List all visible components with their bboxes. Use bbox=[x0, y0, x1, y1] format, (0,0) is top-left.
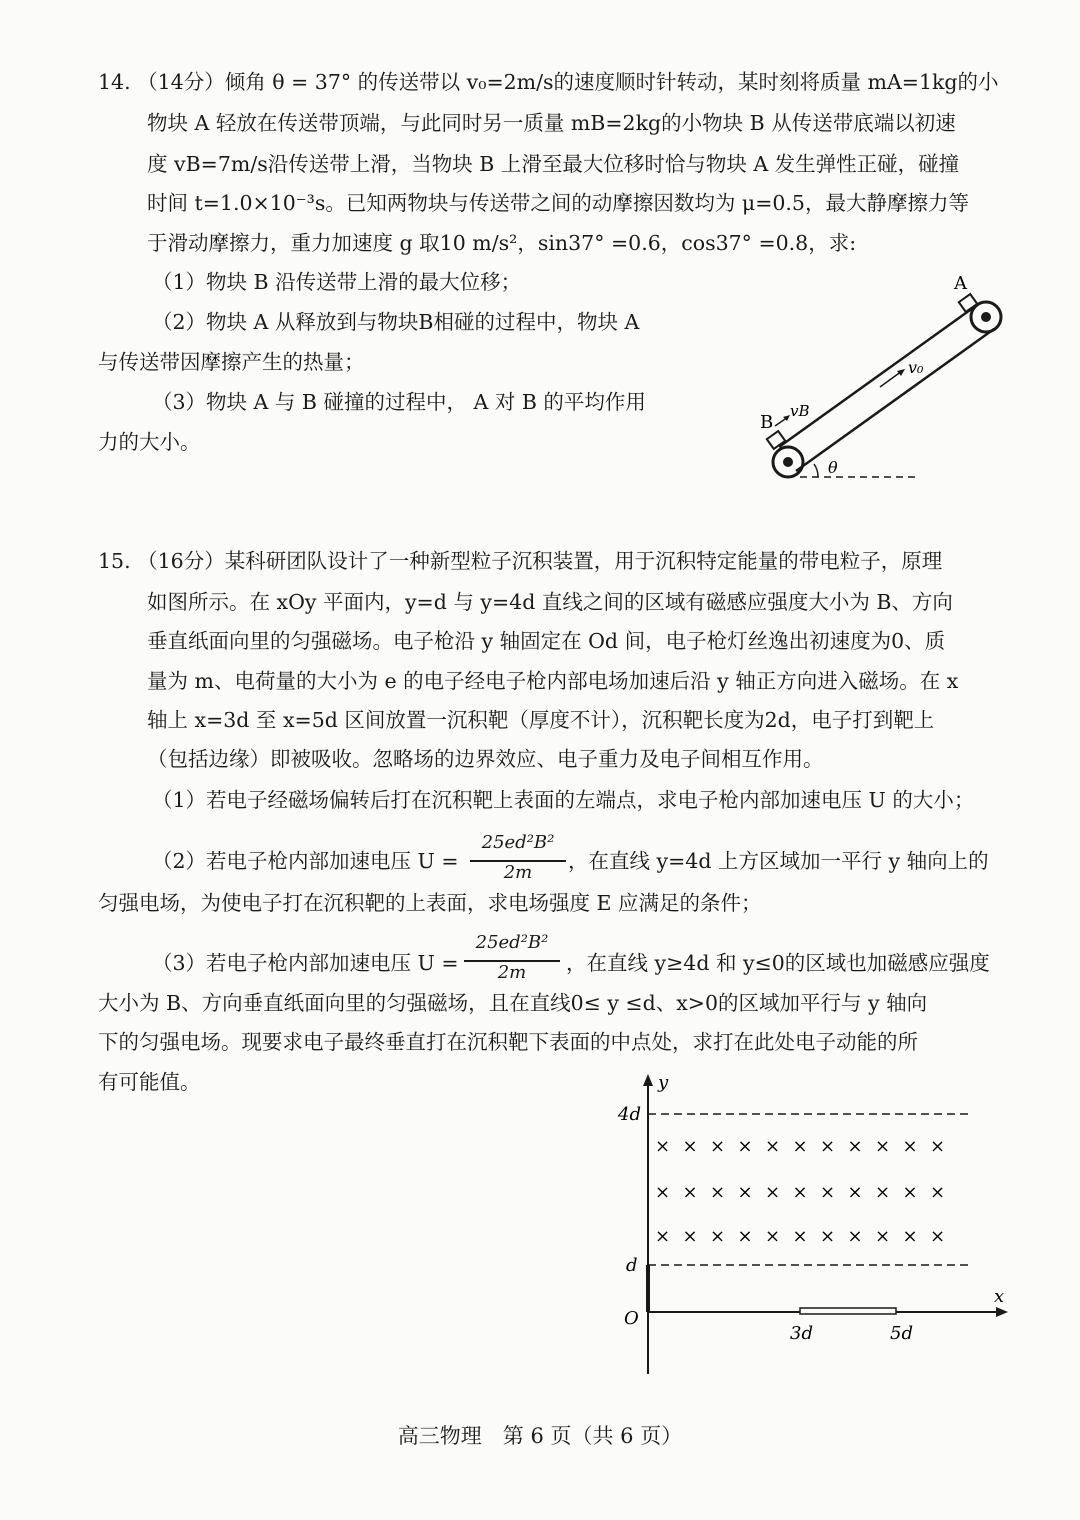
q15-sub-3b: 大小为 B、方向垂直纸面向里的匀强磁场，且在直线0≤ y ≤d、x>0的区域加平行与 y 轴向 bbox=[98, 991, 928, 1015]
field-x-symbol: × bbox=[765, 1182, 781, 1203]
v0-arrow-head bbox=[897, 369, 905, 376]
field-x-symbol: × bbox=[820, 1182, 836, 1203]
q14-sub-3a: （3）物块 A 与 B 碰撞的过程中， A 对 B 的平均作用 bbox=[152, 390, 646, 414]
field-x-symbol: × bbox=[820, 1226, 836, 1247]
magnetic-field-symbols bbox=[655, 1136, 945, 1247]
q14-sub-2a: （2）物块 A 从释放到与物块B相碰的过程中，物块 A bbox=[152, 310, 640, 334]
page-footer: 高三物理 第 6 页（共 6 页） bbox=[397, 1424, 683, 1448]
field-x-symbol: × bbox=[682, 1136, 698, 1157]
q15-line-1: 15. （16分）某科研团队设计了一种新型粒子沉积装置，用于沉积特定能量的带电粒子，原理 bbox=[98, 549, 943, 573]
field-x-symbol: × bbox=[655, 1182, 671, 1203]
q14-sub-2b: 与传送带因摩擦产生的热量； bbox=[98, 350, 365, 374]
label-y: y bbox=[658, 1072, 669, 1093]
field-x-symbol: × bbox=[902, 1182, 918, 1203]
field-x-symbol: × bbox=[737, 1226, 753, 1247]
field-x-symbol: × bbox=[710, 1182, 726, 1203]
q15-sub-3-suffix: ，在直线 y≥4d 和 y≤0的区域也加磁感应强度 bbox=[566, 951, 990, 975]
field-x-symbol: × bbox=[847, 1226, 863, 1247]
field-x-symbol: × bbox=[655, 1136, 671, 1157]
q14-line-1: 14. （14分）倾角 θ = 37° 的传送带以 v₀=2m/s的速度顺时针转动，某时刻将质量 mA=1kg的小 bbox=[98, 70, 999, 94]
q15-line-3: 垂直纸面向里的匀强磁场。电子枪沿 y 轴固定在 Od 间，电子枪灯丝逸出初速度为0、质 bbox=[147, 629, 946, 653]
q14-sub-3b: 力的大小。 bbox=[98, 430, 201, 454]
label-3d: 3d bbox=[790, 1323, 813, 1344]
field-x-symbol: × bbox=[902, 1226, 918, 1247]
field-x-symbol: × bbox=[792, 1136, 808, 1157]
field-x-symbol: × bbox=[847, 1136, 863, 1157]
q14-line-3: 度 vB=7m/s沿传送带上滑，当物块 B 上滑至最大位移时恰与物块 A 发生弹性正碰，碰撞 bbox=[147, 152, 960, 176]
deposition-target bbox=[800, 1308, 896, 1314]
field-x-symbol: × bbox=[792, 1226, 808, 1247]
q15-line-4: 量为 m、电荷量的大小为 e 的电子经电子枪内部电场加速后沿 y 轴正方向进入磁场。在 x bbox=[147, 669, 959, 693]
field-x-symbol: × bbox=[930, 1136, 946, 1157]
block-b bbox=[767, 431, 785, 449]
field-x-symbol: × bbox=[710, 1136, 726, 1157]
label-d: d bbox=[626, 1255, 638, 1276]
q15-sub-1: （1）若电子经磁场偏转后打在沉积靶上表面的左端点，求电子枪内部加速电压 U 的大小； bbox=[152, 788, 975, 812]
field-diagram bbox=[600, 1068, 1020, 1388]
field-x-symbol: × bbox=[875, 1136, 891, 1157]
label-theta: θ bbox=[828, 458, 838, 477]
q15-sub-2-suffix: ，在直线 y=4d 上方区域加一平行 y 轴向上的 bbox=[568, 849, 989, 873]
q14-line-4: 时间 t=1.0×10⁻³s。已知两物块与传送带之间的动摩擦因数均为 μ=0.5，最大静摩擦力等 bbox=[147, 191, 969, 215]
sub3-fraction-numerator: 25ed²B² bbox=[475, 932, 549, 953]
q15-line-5: 轴上 x=3d 至 x=5d 区间放置一沉积靶（厚度不计），沉积靶长度为2d，电子打到靶上 bbox=[147, 708, 935, 732]
field-x-symbol: × bbox=[875, 1226, 891, 1247]
q15-sub-2-prefix: （2）若电子枪内部加速电压 U = bbox=[152, 849, 459, 873]
bottom-pulley bbox=[773, 447, 803, 477]
field-x-symbol: × bbox=[847, 1182, 863, 1203]
field-x-symbol: × bbox=[930, 1226, 946, 1247]
label-a: A bbox=[954, 273, 967, 294]
sub3-fraction-denominator: 2m bbox=[497, 962, 527, 983]
label-4d: 4d bbox=[618, 1104, 641, 1125]
field-x-symbol: × bbox=[737, 1182, 753, 1203]
label-origin: O bbox=[624, 1308, 639, 1329]
field-x-symbol: × bbox=[682, 1226, 698, 1247]
label-vb: vB bbox=[790, 402, 810, 420]
q14-sub-1: （1）物块 B 沿传送带上滑的最大位移； bbox=[152, 270, 522, 294]
sub2-fraction-denominator: 2m bbox=[503, 862, 533, 883]
q15-line-6: （包括边缘）即被吸收。忽略场的边界效应、电子重力及电子间相互作用。 bbox=[147, 747, 824, 771]
field-x-symbol: × bbox=[820, 1136, 836, 1157]
field-x-symbol: × bbox=[765, 1226, 781, 1247]
angle-arc bbox=[814, 464, 818, 477]
field-x-symbol: × bbox=[710, 1226, 726, 1247]
x-axis-arrow bbox=[996, 1307, 1008, 1317]
belt bbox=[779, 305, 994, 471]
field-x-symbol: × bbox=[930, 1182, 946, 1203]
electron-gun bbox=[646, 1265, 650, 1312]
label-v0: v₀ bbox=[908, 358, 924, 377]
label-x: x bbox=[994, 1286, 1005, 1307]
top-pulley bbox=[971, 302, 1001, 332]
conveyor-diagram bbox=[750, 270, 1030, 490]
q15-line-2: 如图所示。在 xOy 平面内，y=d 与 y=4d 直线之间的区域有磁感应强度大小为 B、方向 bbox=[147, 590, 953, 614]
q15-sub-2b: 匀强电场，为使电子打在沉积靶的上表面，求电场强度 E 应满足的条件； bbox=[98, 891, 762, 915]
q15-sub-3-prefix: （3）若电子枪内部加速电压 U = bbox=[152, 951, 459, 975]
field-x-symbol: × bbox=[875, 1182, 891, 1203]
label-5d: 5d bbox=[890, 1323, 913, 1344]
field-x-symbol: × bbox=[655, 1226, 671, 1247]
field-x-symbol: × bbox=[765, 1136, 781, 1157]
y-axis-arrow bbox=[643, 1074, 653, 1086]
field-x-symbol: × bbox=[792, 1182, 808, 1203]
field-x-symbol: × bbox=[682, 1182, 698, 1203]
field-x-symbol: × bbox=[737, 1136, 753, 1157]
label-b: B bbox=[760, 412, 774, 433]
field-x-symbol: × bbox=[902, 1136, 918, 1157]
sub2-fraction-numerator: 25ed²B² bbox=[481, 832, 555, 853]
q14-line-2: 物块 A 轻放在传送带顶端，与此同时另一质量 mB=2kg的小物块 B 从传送带底端以初速 bbox=[147, 111, 956, 135]
q15-sub-3d: 有可能值。 bbox=[98, 1070, 201, 1094]
q15-sub-3c: 下的匀强电场。现要求电子最终垂直打在沉积靶下表面的中点处，求打在此处电子动能的所 bbox=[98, 1030, 918, 1054]
q14-line-5: 于滑动摩擦力，重力加速度 g 取10 m/s²，sin37° =0.6，cos37° =0.8，求: bbox=[147, 231, 857, 255]
